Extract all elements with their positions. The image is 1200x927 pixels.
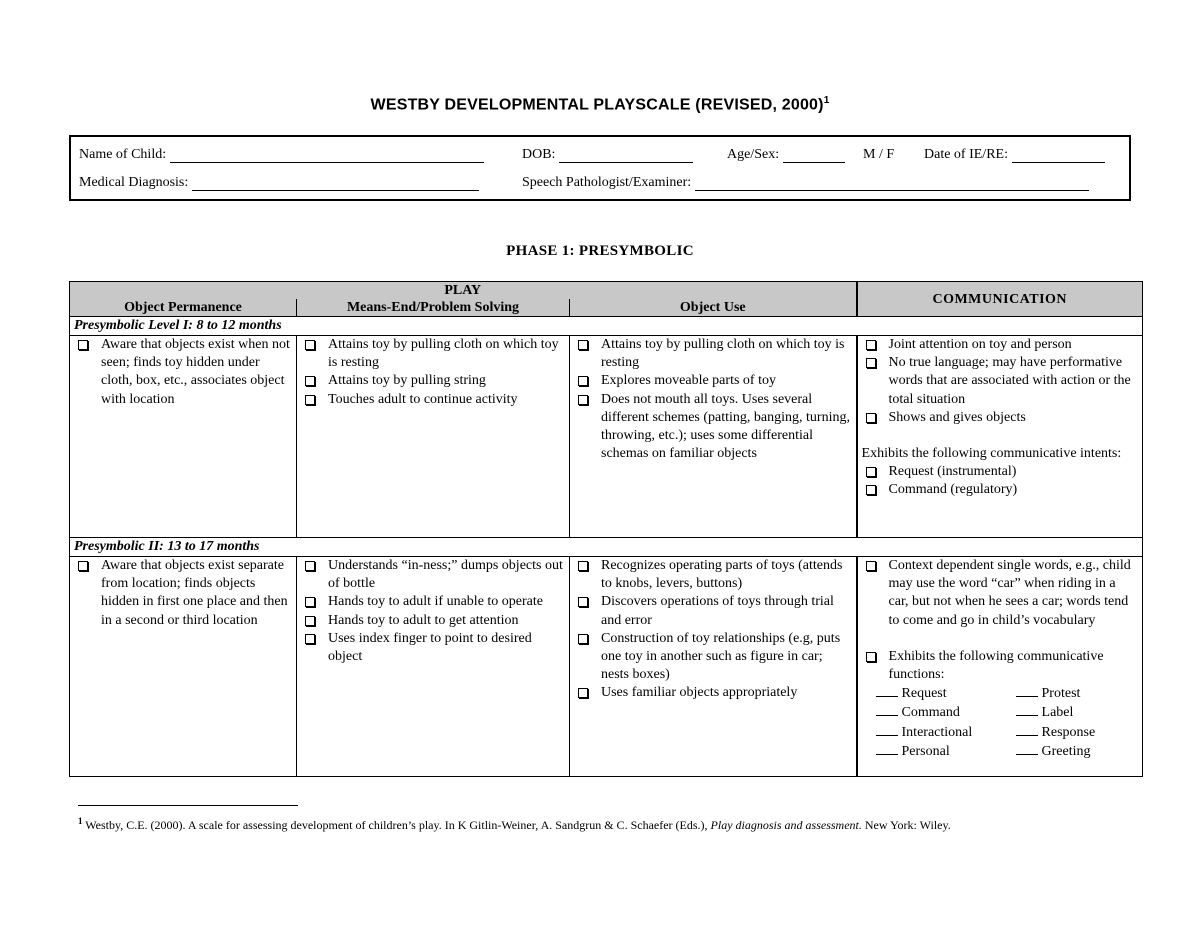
checkbox[interactable]: [578, 395, 588, 405]
title-footnote-mark: 1: [823, 95, 830, 106]
play-header: PLAY: [70, 282, 857, 300]
function-item: [876, 742, 1016, 761]
item-text: Hands toy to adult to get attention: [328, 612, 519, 628]
function-blank[interactable]: [1016, 684, 1038, 697]
checklist-item: [574, 593, 852, 629]
item-text: Attains toy by pulling string: [328, 373, 486, 389]
column-header-means-end: Means-End/Problem Solving: [297, 299, 570, 317]
item-text: Exhibits the following communicative functions:: [888, 648, 1104, 683]
level-1-means-end-cell: [297, 336, 570, 538]
communicative-functions-grid: [862, 684, 1139, 761]
age-sex-field: [727, 147, 845, 163]
item-text: Does not mouth all toys. Uses several different schemes (patting, banging, turning, throwing, etc.); uses some differential schemas on familiar objects: [601, 391, 850, 462]
checklist-item: [862, 481, 1139, 499]
item-text: Understands “in-ness;” dumps objects out of bottle: [328, 558, 563, 592]
dob-input[interactable]: [559, 148, 693, 163]
date-ie-re-label: Date of IE/RE:: [924, 147, 1008, 162]
level-2-label: Presymbolic II: 13 to 17 months: [70, 538, 1143, 557]
level-1-object-permanence-cell: [70, 336, 297, 538]
column-header-object-permanence: Object Permanence: [70, 299, 297, 317]
checkbox[interactable]: [578, 597, 588, 607]
function-item: [1016, 742, 1146, 761]
item-text: Touches adult to continue activity: [328, 391, 518, 407]
function-blank[interactable]: [1016, 703, 1038, 716]
function-label: Interactional: [901, 724, 973, 740]
dob-label: DOB:: [522, 147, 556, 162]
checklist-item: [574, 630, 852, 685]
phase-title: PHASE 1: PRESYMBOLIC: [506, 243, 694, 259]
checkbox[interactable]: [578, 376, 588, 386]
name-of-child-label: Name of Child:: [79, 147, 167, 162]
level-1-label: Presymbolic Level I: 8 to 12 months: [70, 317, 1143, 336]
footnote-book-title: Play diagnosis and assessment.: [710, 818, 862, 832]
intents-intro: Exhibits the following communicative intents:: [861, 446, 1122, 462]
checklist-item: [862, 463, 1139, 481]
checklist-item: [74, 336, 292, 409]
checklist-item: [74, 557, 292, 630]
checklist-item: [862, 557, 1139, 630]
examiner-input[interactable]: [695, 176, 1089, 191]
checkbox[interactable]: [866, 485, 876, 495]
item-text: Uses familiar objects appropriately: [601, 685, 798, 701]
footnote-publisher: New York: Wiley.: [864, 818, 951, 832]
item-text: Command (regulatory): [888, 482, 1018, 498]
checkbox[interactable]: [305, 376, 315, 386]
function-label: Protest: [1041, 686, 1081, 702]
playscale-table: [69, 281, 1143, 777]
item-text: Hands toy to adult if unable to operate: [328, 594, 543, 610]
checklist-item: [301, 391, 565, 409]
level-2-object-use-cell: [570, 557, 857, 777]
spacer: [862, 630, 1139, 648]
item-text: Construction of toy relationships (e.g, puts one toy in another such as figure in car; nests boxes): [601, 630, 841, 683]
child-info-box: [69, 135, 1131, 201]
checkbox[interactable]: [305, 597, 315, 607]
footnote-mark: 1: [78, 816, 83, 826]
age-sex-label: Age/Sex:: [727, 147, 780, 162]
function-item: [876, 703, 1016, 722]
checklist-item: [574, 391, 852, 464]
item-text: Aware that objects exist when not seen; finds toy hidden under cloth, box, etc., associates object with location: [101, 337, 290, 407]
name-of-child-field: [79, 147, 484, 163]
checkbox[interactable]: [866, 340, 876, 350]
age-sex-input[interactable]: [783, 148, 845, 163]
checklist-item: [574, 684, 852, 702]
checkbox[interactable]: [578, 561, 588, 571]
name-of-child-input[interactable]: [170, 148, 484, 163]
checklist-item: [301, 630, 565, 666]
item-text: Context dependent single words, e.g., child may use the word “car” when riding in a car, but not when he sees a car; words tend to come and go in child’s vocabulary: [888, 558, 1131, 628]
level-2-content-row: [70, 557, 1143, 777]
checkbox[interactable]: [866, 652, 876, 662]
checklist-item: [301, 336, 565, 372]
checklist-item: [301, 372, 565, 390]
footnote: [78, 816, 951, 833]
checkbox[interactable]: [305, 616, 315, 626]
function-item: [1016, 703, 1146, 722]
checklist-item: [574, 557, 852, 593]
checkbox[interactable]: [866, 413, 876, 423]
checklist-item: [301, 612, 565, 630]
checkbox[interactable]: [866, 467, 876, 477]
checklist-item: [574, 372, 852, 390]
checkbox[interactable]: [578, 634, 588, 644]
item-text: Aware that objects exist separate from location; finds objects hidden in first one place and then in a second or third location: [101, 558, 288, 628]
medical-diagnosis-label: Medical Diagnosis:: [79, 175, 189, 190]
medical-diagnosis-field: [79, 175, 479, 191]
title-text: WESTBY DEVELOPMENTAL PLAYSCALE (REVISED, 2000): [370, 96, 824, 114]
item-text: Joint attention on toy and person: [888, 337, 1072, 352]
function-label: Request: [901, 686, 947, 702]
checkbox[interactable]: [305, 634, 315, 644]
footnote-text: Westby, C.E. (2000). A scale for assessing development of children’s play. In K Gitlin-Weiner, A. Sandgrun & C. Schaefer (Eds.),: [85, 818, 708, 832]
date-ie-re-field: [924, 147, 1105, 163]
checklist-item: [574, 336, 852, 372]
info-row-1: [79, 147, 1121, 167]
function-label: Response: [1041, 724, 1096, 740]
function-item: [1016, 684, 1146, 703]
item-text: Shows and gives objects: [888, 409, 1026, 425]
item-text: Attains toy by pulling cloth on which toy is resting: [601, 337, 845, 371]
footnote-divider: [78, 805, 298, 806]
function-blank[interactable]: [876, 723, 898, 736]
item-text: Recognizes operating parts of toys (attends to knobs, levers, buttons): [601, 558, 843, 592]
checkbox[interactable]: [305, 395, 315, 405]
checklist-item: [862, 648, 1139, 684]
level-2-communication-cell: [857, 557, 1143, 777]
sex-options[interactable]: M / F: [863, 147, 895, 162]
sex-option-field: [863, 147, 894, 163]
info-row-2: [79, 175, 1121, 195]
checkbox[interactable]: [866, 358, 876, 368]
checkbox[interactable]: [866, 561, 876, 571]
checklist-item: [862, 354, 1139, 409]
examiner-field: [522, 175, 1089, 191]
medical-diagnosis-input[interactable]: [192, 176, 479, 191]
table-header-row-1: [70, 282, 1143, 300]
document-title: [0, 95, 1200, 114]
column-header-object-use: Object Use: [570, 299, 857, 317]
level-2-means-end-cell: [297, 557, 570, 777]
checkbox[interactable]: [578, 688, 588, 698]
checklist-item: [301, 593, 565, 611]
checkbox[interactable]: [78, 340, 88, 350]
checklist-item: [301, 557, 565, 593]
function-blank[interactable]: [1016, 723, 1038, 736]
item-text: Discovers operations of toys through trial and error: [601, 594, 834, 628]
function-blank[interactable]: [876, 742, 898, 755]
checklist-item: [862, 336, 1139, 354]
level-1-object-use-cell: [570, 336, 857, 538]
function-item: [1016, 723, 1146, 742]
function-item: [876, 723, 1016, 742]
item-text: No true language; may have performative words that are associated with action or the total situation: [888, 355, 1131, 407]
level-1-content-row: [70, 336, 1143, 538]
function-item: [876, 684, 1016, 703]
checkbox[interactable]: [305, 561, 315, 571]
checklist-item: [862, 409, 1139, 427]
level-1-communication-cell: [857, 336, 1143, 538]
function-blank[interactable]: [1016, 742, 1038, 755]
checkbox[interactable]: [78, 561, 88, 571]
item-text: Uses index finger to point to desired object: [328, 630, 532, 665]
examiner-label: Speech Pathologist/Examiner:: [522, 175, 692, 190]
communication-header: COMMUNICATION: [857, 282, 1143, 317]
item-text: Attains toy by pulling cloth on which toy is resting: [328, 337, 559, 371]
function-label: Command: [901, 705, 960, 721]
function-label: Greeting: [1041, 743, 1091, 759]
dob-field: [522, 147, 693, 163]
checkbox[interactable]: [305, 340, 315, 350]
level-2-label-row: [70, 538, 1143, 557]
function-blank[interactable]: [876, 684, 898, 697]
item-text: Request (instrumental): [888, 464, 1017, 480]
function-label: Label: [1041, 705, 1074, 721]
function-label: Personal: [901, 743, 950, 759]
function-blank[interactable]: [876, 703, 898, 716]
item-text: Explores moveable parts of toy: [601, 373, 776, 389]
date-ie-re-input[interactable]: [1012, 148, 1105, 163]
level-2-object-permanence-cell: [70, 557, 297, 777]
checkbox[interactable]: [578, 340, 588, 350]
level-1-label-row: [70, 317, 1143, 336]
